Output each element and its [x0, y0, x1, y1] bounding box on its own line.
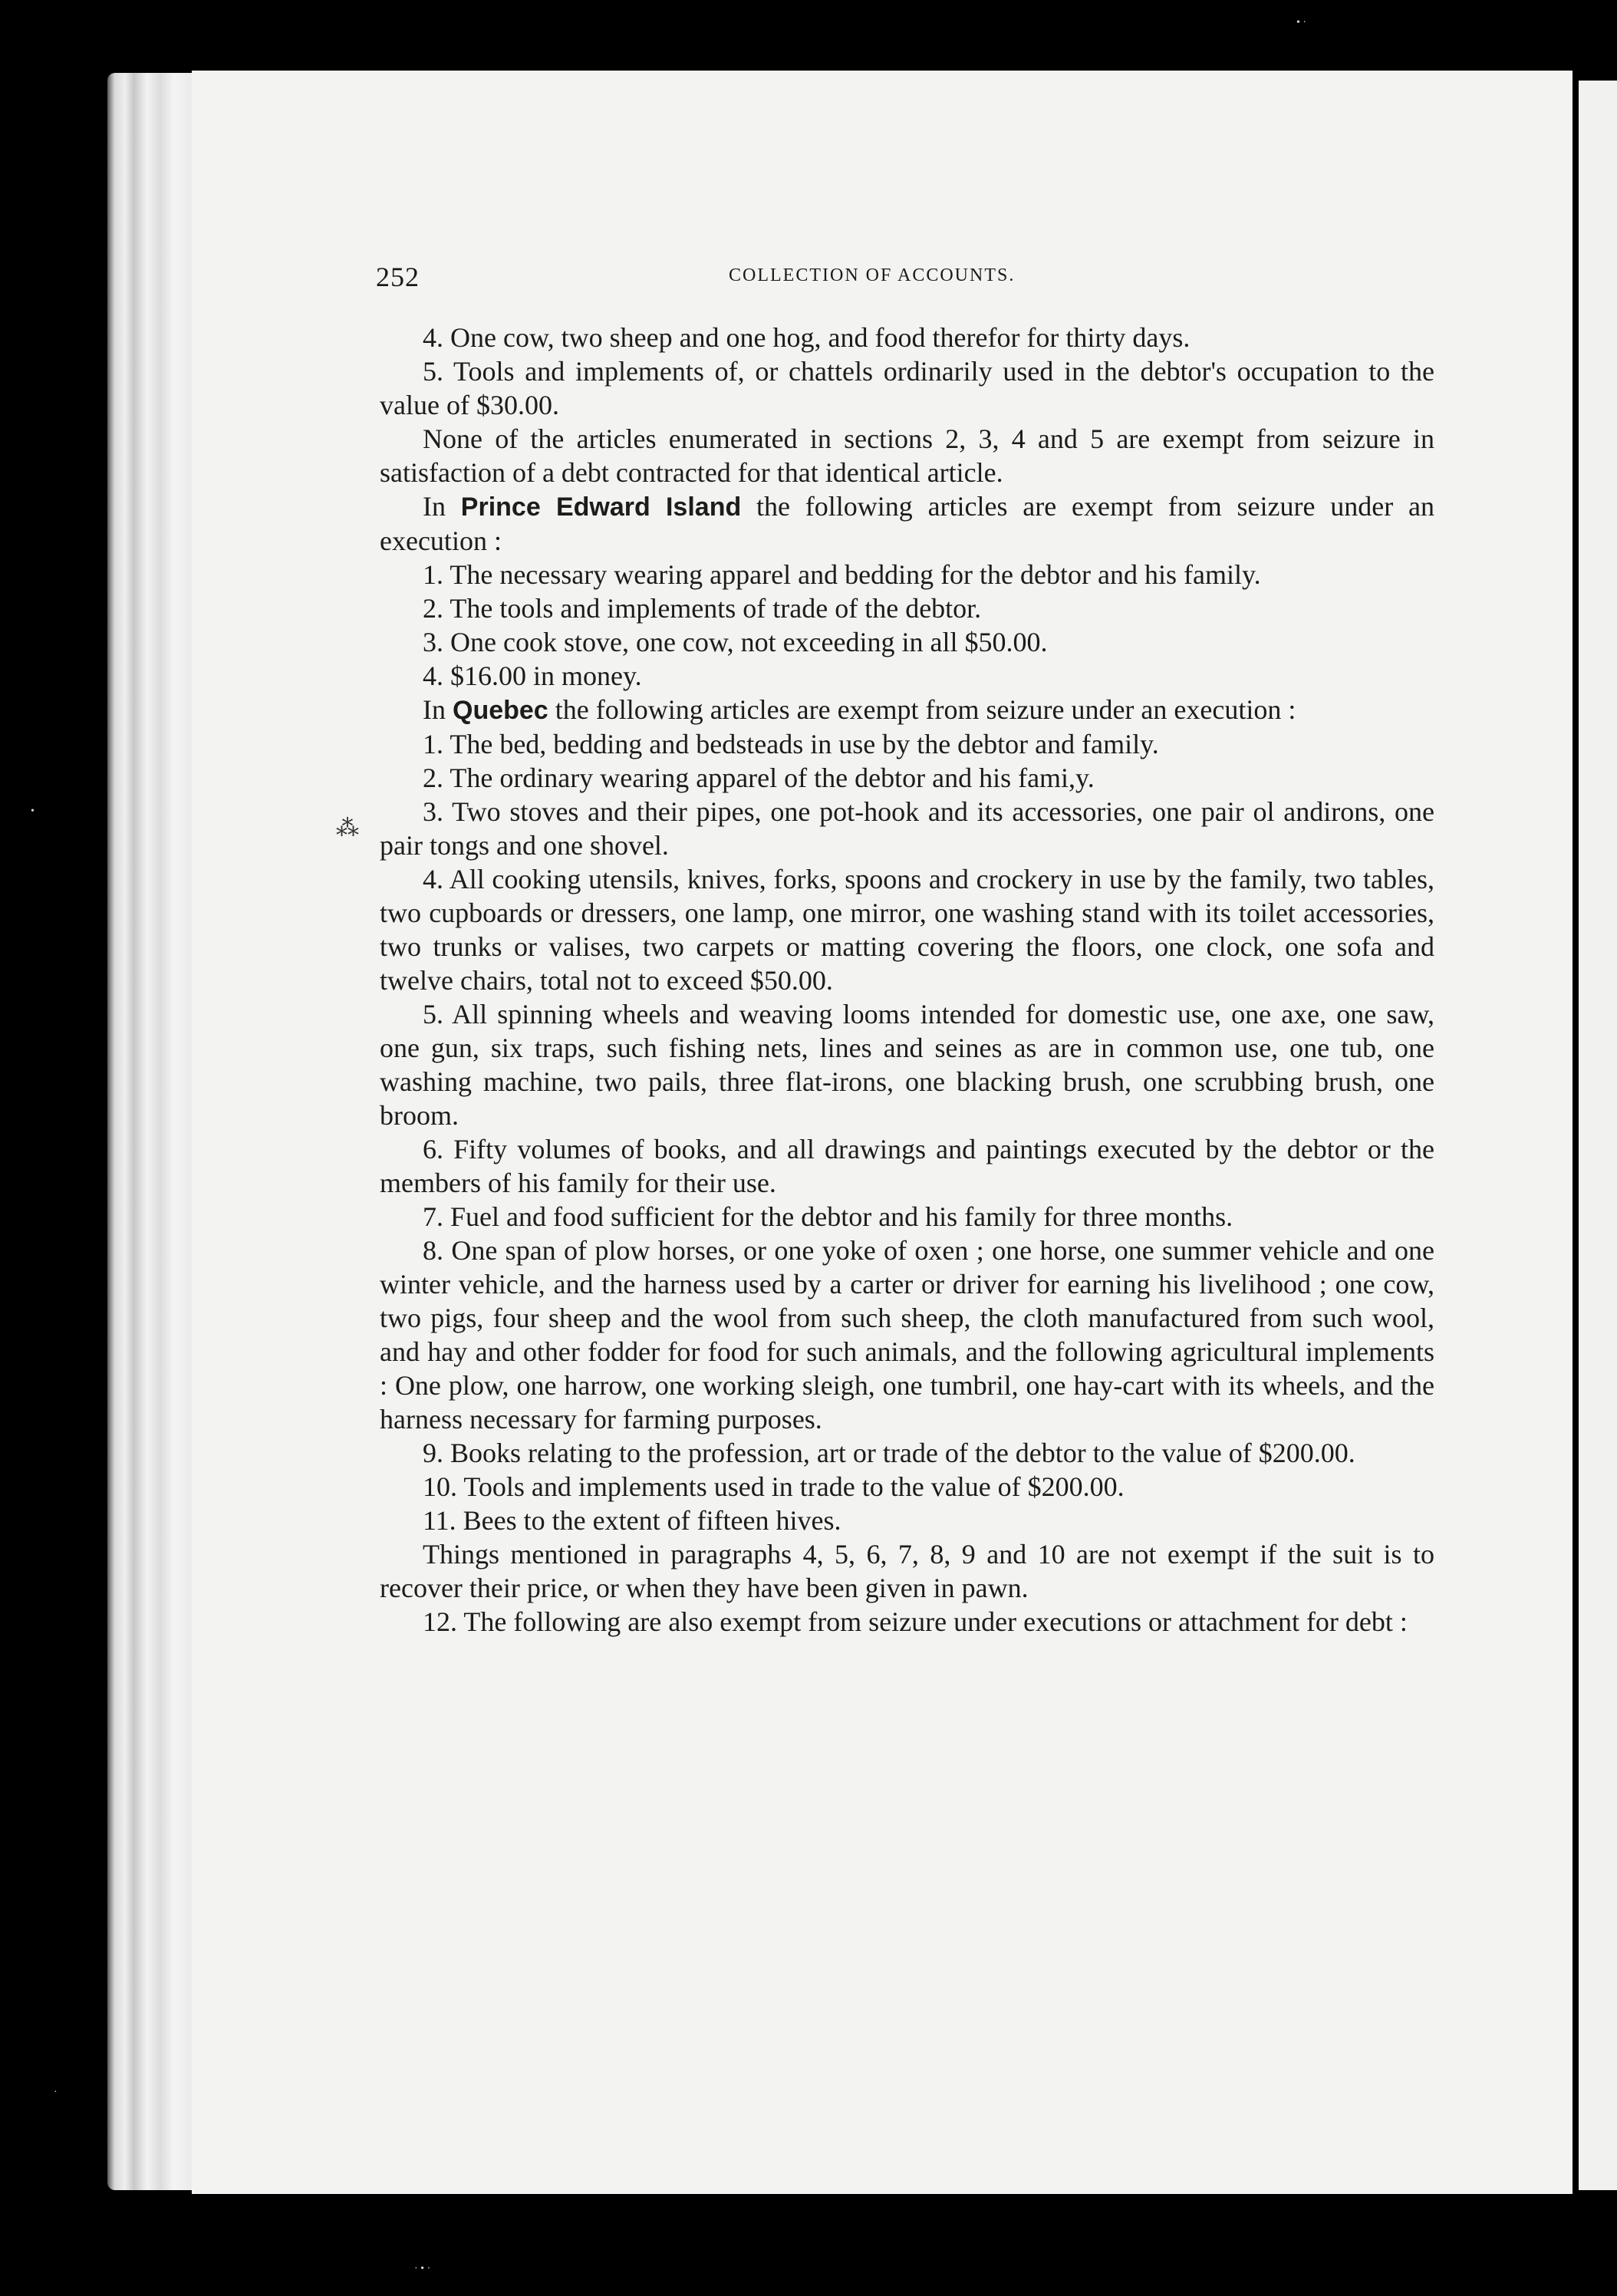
paragraph: 4. $16.00 in money.	[423, 660, 642, 691]
body-text	[380, 321, 1434, 1639]
scan-speck: • ·	[1296, 17, 1307, 28]
paragraph: 9. Books relating to the profession, art or trade of the debtor to the value of $200.00.	[423, 1438, 1355, 1468]
paragraph: Things mentioned in paragraphs 4, 5, 6, 7, 8, 9 and 10 are not exempt if the suit is to recover their price, or when they have been given in pawn.	[380, 1539, 1434, 1603]
paragraph-prince-edward-island	[380, 489, 1434, 558]
facing-page-edge	[1579, 81, 1617, 2190]
scan-speck: •	[31, 805, 35, 817]
running-title: COLLECTION OF ACCOUNTS.	[729, 265, 1016, 285]
intro-text: the following articles are exempt from seizure under an execution :	[548, 694, 1296, 725]
paragraph: 4. All cooking utensils, knives, forks, spoons and crockery in use by the family, two tables, two cupboards or dressers, one lamp, one mirror, one washing stand with its toilet accessories, two trunks or valises, two carpets or matting covering the floors, one clock, one sofa and twelve chairs, total not to exceed $50.00.	[380, 864, 1434, 996]
paragraph: 10. Tools and implements used in trade to the value of $200.00.	[423, 1471, 1125, 1502]
paragraph: 5. Tools and implements of, or chattels ordinarily used in the debtor's occupation to the value of $30.00.	[380, 356, 1434, 420]
scan-speck: ·	[54, 2087, 58, 2098]
paragraph: 3. Two stoves and their pipes, one pot-hook and its accessories, one pair ol andirons, one pair tongs and one shovel.	[380, 796, 1434, 861]
intro-text: In	[423, 694, 453, 725]
paragraph-quebec	[380, 693, 1434, 727]
province-name: Prince Edward Island	[460, 492, 742, 522]
paragraph: None of the articles enumerated in sections 2, 3, 4 and 5 are exempt from seizure in satisfaction of a debt contracted for that identical article.	[380, 423, 1434, 488]
paragraph: 1. The bed, bedding and bedsteads in use by the debtor and family.	[423, 729, 1159, 759]
paragraph: 12. The following are also exempt from seizure under executions or attachment for debt :	[423, 1606, 1408, 1637]
paragraph: 8. One span of plow horses, or one yoke of oxen ; one horse, one summer vehicle and one winter vehicle, and the harness used by a carter or driver for earning his livelihood ; one cow, two pigs, four sheep and the wool from such sheep, the cloth manufactured from such wool, and hay and other fodder for food for such animals, and the following agricultural implements : One plow, one harrow, one working sleigh, one tumbril, one hay-cart with its wheels, and the harness necessary for farming purposes.	[380, 1235, 1434, 1435]
province-name: Quebec	[453, 696, 548, 725]
paragraph: 2. The tools and implements of trade of the debtor.	[423, 593, 982, 624]
book-page-edges	[107, 73, 196, 2190]
paragraph: 11. Bees to the extent of fifteen hives.	[423, 1505, 841, 1536]
paragraph: 5. All spinning wheels and weaving looms intended for domestic use, one axe, one saw, one gun, six traps, such fishing nets, lines and seines as are in common use, one tub, one washing machine, two pails, three flat-irons, one blacking brush, one scrubbing brush, one broom.	[380, 999, 1434, 1131]
intro-text: the following articles are exempt from seizure under an execution :	[380, 491, 1434, 556]
page-header	[376, 261, 1434, 292]
margin-mark: ⁂	[336, 815, 359, 841]
paragraph: 4. One cow, two sheep and one hog, and food therefor for thirty days.	[423, 322, 1191, 353]
paragraph: 7. Fuel and food sufficient for the debtor and his family for three months.	[423, 1201, 1233, 1232]
paragraph: 6. Fifty volumes of books, and all drawings and paintings executed by the debtor or the members of his family for their use.	[380, 1134, 1434, 1198]
paragraph: 2. The ordinary wearing apparel of the debtor and his fami,y.	[423, 763, 1095, 793]
paragraph: 1. The necessary wearing apparel and bedding for the debtor and his family.	[423, 559, 1261, 590]
paragraph: 3. One cook stove, one cow, not exceeding in all $50.00.	[423, 627, 1048, 657]
page-number: 252	[376, 262, 420, 292]
scan-speck: · • ·	[414, 2263, 431, 2275]
intro-text: In	[423, 491, 461, 522]
